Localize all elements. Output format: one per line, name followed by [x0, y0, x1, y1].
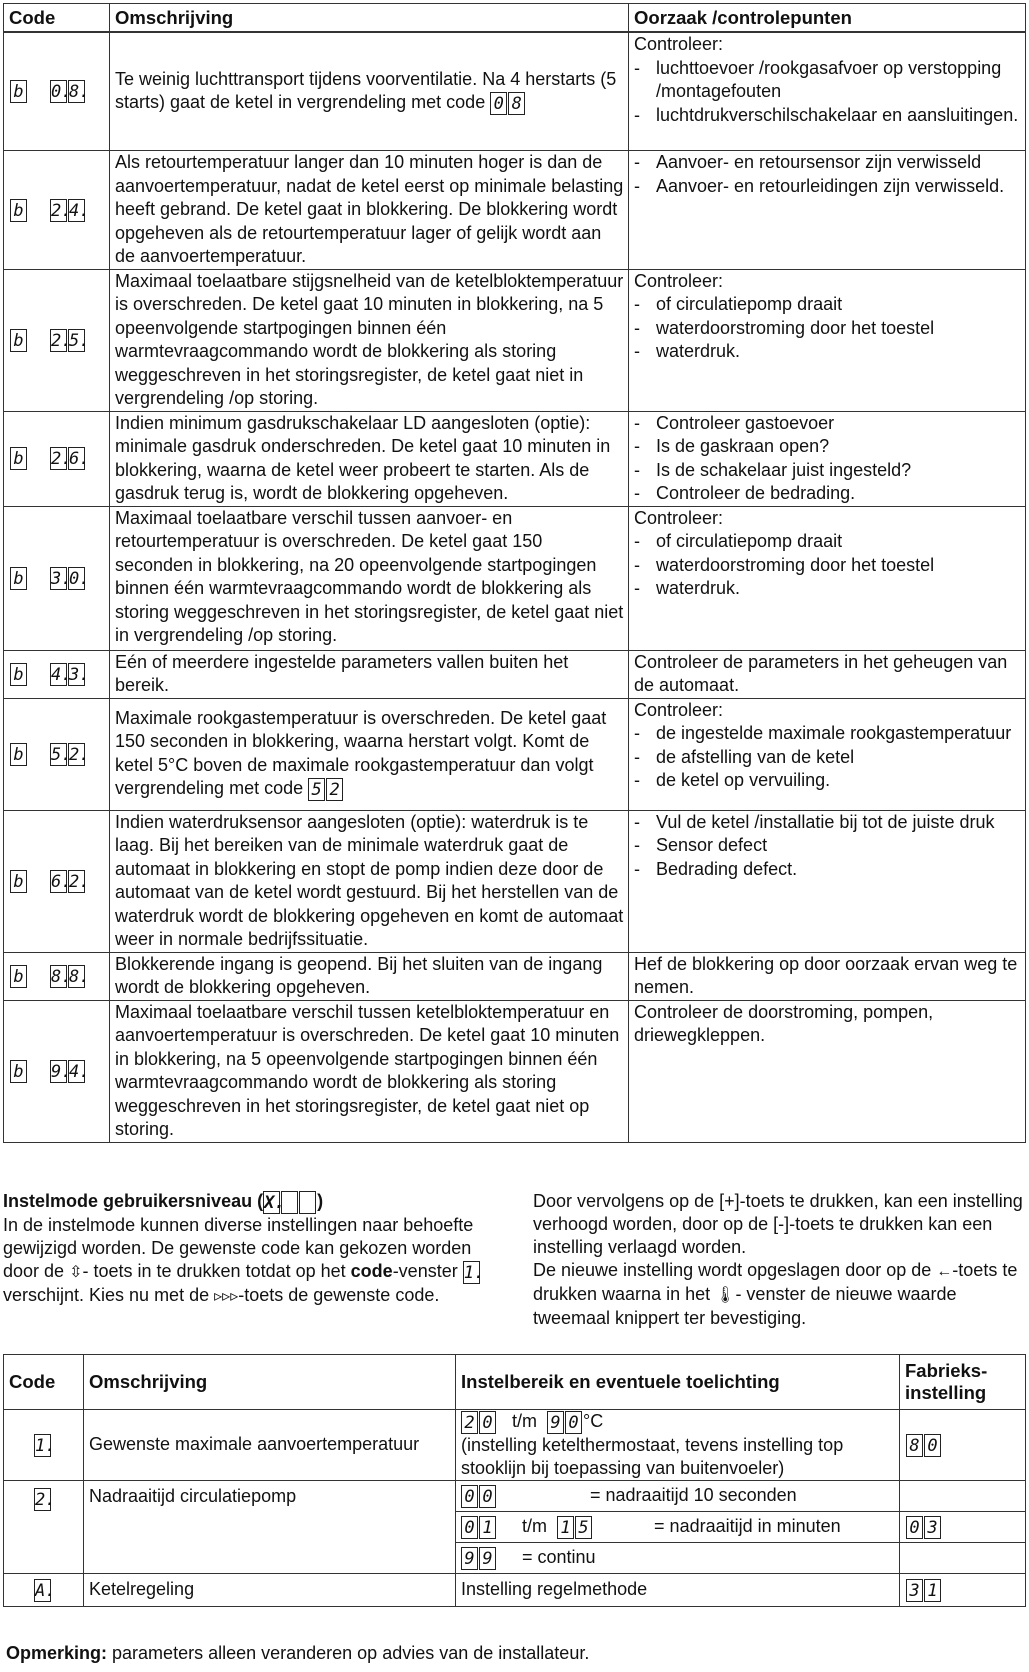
error-code-display: [4, 810, 110, 952]
settings-row-2b: 0 1 t/m 1 5 = nadraaitijd in minuten 0 3: [4, 1511, 1026, 1542]
error-row: [4, 810, 1026, 952]
footer-note: Opmerking: parameters alleen veranderen op advies van de installateur.: [6, 1643, 590, 1663]
error-description: Eén of meerdere ingestelde parameters vallen buiten het bereik.: [110, 650, 629, 698]
display-digit: 5.: [51, 744, 72, 765]
cause-list: [634, 151, 1021, 198]
settings-row-3: [4, 1573, 1026, 1606]
triple-arrow-icon: ▹▹▹: [214, 1287, 239, 1305]
settings-row-2c: 9 9 = continu: [4, 1542, 1026, 1573]
error-description: Maximaal toelaatbare verschil tussen ketelbloktemperatuur en aanvoertemperatuur is overschreden. De ketel gaat 10 minuten in blokkering, na 5 opeenvolgende startpogingen binnen één warmtevraagcommando wordt de blokkering als storing weggeschreven in het storingsregister, de ketel gaat niet op storing.: [110, 1000, 629, 1142]
error-code-display: [4, 269, 110, 411]
display-digit: 2.: [69, 871, 90, 892]
settings-table: [3, 1354, 1026, 1607]
display-digit: 0: [461, 1516, 478, 1539]
error-code-display: [4, 650, 110, 698]
settings-desc: Gewenste maximale aanvoertemperatuur: [84, 1410, 456, 1481]
cause-intro: Controleer de doorstroming, pompen, driewegkleppen.: [634, 1001, 934, 1045]
cause-item: - de ingestelde maximale rookgastemperatuur: [634, 722, 1021, 746]
settings-header-factory: Fabrieks-instelling: [900, 1355, 1026, 1410]
display-digit: 5: [575, 1516, 592, 1539]
error-cause: [629, 269, 1026, 411]
display-digit: 2: [326, 778, 343, 801]
display-digit: 9: [547, 1411, 564, 1434]
display-digit: 9: [461, 1547, 478, 1570]
display-digit: 1: [557, 1516, 574, 1539]
display-digit-empty: [299, 1191, 316, 1214]
cause-item: - waterdruk.: [634, 340, 1021, 364]
error-description: Als retourtemperatuur langer dan 10 minuten hoger is dan de aanvoertemperatuur, nadat de ketel eerst op minimale belasting heeft gebrand. De ketel gaat in blokkering. De blokkering wordt opgeheven als de retourtemperatuur lager of gelijk wordt aan de aanvoertemperatuur.: [110, 151, 629, 270]
error-code-display: [4, 1000, 110, 1142]
display-digit: 0.: [69, 568, 90, 589]
display-digit: 5.: [69, 330, 90, 351]
cause-intro: Controleer:: [634, 699, 724, 720]
display-digit: 2.: [35, 1489, 56, 1510]
error-description: Blokkerende ingang is geopend. Bij het sluiten van de ingang wordt de blokkering opgeheven.: [110, 952, 629, 1000]
error-cause: [629, 506, 1026, 650]
settings-header-description: Omschrijving: [84, 1355, 456, 1410]
display-digit: b: [10, 567, 27, 590]
cause-list: [634, 293, 1021, 364]
table-header-row: [4, 4, 1026, 32]
display-digit: 6.: [51, 871, 72, 892]
error-cause: [629, 33, 1026, 151]
cause-intro: Controleer de parameters in het geheugen van de automaat.: [634, 651, 1008, 695]
display-digit: 0: [490, 92, 507, 115]
cause-item: - Is de gaskraan open?: [634, 435, 1021, 459]
instelmode-paragraph: In de instelmode kunnen diverse instellingen naar behoefte gewijzigd worden. De gewenste code kan gekozen worden door de ⇳- toets in te drukken totdat op het code-venster 1. verschijnt. Kies nu met de ▹▹▹-toets de gewenste code.: [3, 1214, 485, 1305]
display-digit: 2.: [69, 744, 90, 765]
error-description: Indien minimum gasdrukschakelaar LD aangesloten (optie): minimale gasdruk onderschreden. De ketel gaat 10 minuten in blokkering, waarna de ketel weer probeert te starten. Als de gasdruk terug is, wordt de blokkering opgeheven.: [110, 411, 629, 506]
enter-arrow-icon: ←: [936, 1263, 953, 1280]
settings-row-2a: 2. Nadraaitijd circulatiepomp 0 0 = nadraaitijd 10 seconden: [4, 1480, 1026, 1511]
error-row: [4, 650, 1026, 698]
instelmode-plus-minus-paragraph: Door vervolgens op de [+]-toets te drukken, kan een instelling verhoogd worden, door op de [-]-toets te drukken kan een instelling verlaagd worden.: [533, 1191, 1023, 1257]
display-digit: b: [10, 965, 27, 988]
display-digit: 8.: [51, 966, 72, 987]
display-digit: b: [10, 870, 27, 893]
display-digit: 3: [924, 1516, 941, 1539]
header-description: Omschrijving: [110, 4, 629, 32]
display-digit: 0: [479, 1485, 496, 1508]
display-digit: b: [10, 743, 27, 766]
error-description: Indien waterdruksensor aangesloten (optie): waterdruk is te laag. Bij het bereiken van de minimale waterdruk gaat de automaat in blokkering en stopt de pomp indien deze door de automaat van de ketel wordt gestuurd. Bij het herstellen van de waterdruk wordt de blokkering opgeheven en komt de automaat weer in normale bedrijfssituatie.: [110, 810, 629, 952]
cause-list: [634, 811, 1021, 882]
cause-item: - Vul de ketel /installatie bij tot de juiste druk: [634, 811, 1021, 835]
cause-item: - waterdoorstroming door het toestel: [634, 554, 1021, 578]
instelmode-left-column: [3, 1190, 493, 1308]
cause-item: - Controleer gastoevoer: [634, 412, 1021, 436]
display-digit: 2.: [51, 200, 72, 221]
display-digit: 1.: [35, 1435, 56, 1456]
cause-intro: Hef de blokkering op door oorzaak ervan weg te nemen.: [634, 953, 1018, 997]
display-digit: 4.: [69, 200, 90, 221]
error-row: [4, 33, 1026, 151]
cause-item: - de afstelling van de ketel: [634, 746, 1021, 770]
cause-intro: Controleer:: [634, 507, 724, 528]
cause-item: - of circulatiepomp draait: [634, 530, 1021, 554]
display-digit: 2.: [51, 330, 72, 351]
error-code-display: [4, 411, 110, 506]
cause-item: - of circulatiepomp draait: [634, 293, 1021, 317]
settings-header-row: [4, 1355, 1026, 1410]
display-digit: b: [10, 663, 27, 686]
display-digit: A.: [35, 1580, 56, 1601]
display-digit: 0: [479, 1411, 496, 1434]
cause-item: - waterdoorstroming door het toestel: [634, 317, 1021, 341]
display-digit: b: [10, 199, 27, 222]
error-row: [4, 506, 1026, 650]
display-digit: 8: [508, 92, 525, 115]
display-digit: 9.: [51, 1061, 72, 1082]
error-cause: [629, 1000, 1026, 1142]
cause-item: - Sensor defect: [634, 834, 1021, 858]
display-digit: 0: [906, 1516, 923, 1539]
cause-item: - waterdruk.: [634, 577, 1021, 601]
instelmode-save-paragraph: De nieuwe instelling wordt opgeslagen door op de ←-toets te drukken waarna in het 🌡- venster de nieuwe waarde tweemaal knippert ter bevestiging.: [533, 1260, 1018, 1328]
error-row: [4, 1000, 1026, 1142]
cause-item: - luchttoevoer /rookgasafvoer op verstopping /montagefouten: [634, 57, 1021, 104]
display-digit: 9: [479, 1547, 496, 1570]
display-digit: 2: [461, 1411, 478, 1434]
display-digit: 2.: [51, 449, 72, 470]
error-description: Te weinig luchttransport tijdens voorventilatie. Na 4 herstarts (5 starts) gaat de ketel in vergrendeling met code 0 8: [110, 33, 629, 151]
cause-item: - Controleer de bedrading.: [634, 482, 1021, 506]
cause-list: [634, 57, 1021, 128]
error-description: Maximaal toelaatbare stijgsnelheid van de ketelbloktemperatuur is overschreden. De ketel gaat 10 minuten in blokkering, na 5 opeenvolgende startpogingen binnen één warmtevraagcommando wordt de blokkering als storing weggeschreven in het storingsregister, de ketel gaat niet in vergrendeling /op storing.: [110, 269, 629, 411]
display-digit: 6.: [69, 449, 90, 470]
settings-desc: Ketelregeling: [84, 1573, 456, 1606]
display-digit: 8: [906, 1434, 923, 1457]
thermometer-icon: 🌡: [715, 1287, 736, 1304]
settings-header-code: Code: [4, 1355, 84, 1410]
display-digit: 8.: [69, 966, 90, 987]
settings-desc: Nadraaitijd circulatiepomp: [84, 1480, 456, 1573]
cause-item: - Is de schakelaar juist ingesteld?: [634, 459, 1021, 483]
error-cause: [629, 411, 1026, 506]
display-digit: X.: [264, 1192, 285, 1213]
display-digit: 4.: [51, 664, 72, 685]
error-cause: [629, 650, 1026, 698]
instelmode-right-column: [533, 1190, 1025, 1330]
header-code: Code: [4, 4, 110, 32]
cause-item: - luchtdrukverschilschakelaar en aansluitingen.: [634, 104, 1021, 128]
error-row: [4, 952, 1026, 1000]
error-cause: [629, 698, 1026, 810]
display-digit: b: [10, 329, 27, 352]
error-code-table: [3, 3, 1026, 32]
display-digit: 8.: [69, 82, 90, 103]
error-cause: [629, 952, 1026, 1000]
display-digit: 1: [924, 1579, 941, 1602]
settings-header-range: Instelbereik en eventuele toelichting: [456, 1355, 900, 1410]
error-code-display: [4, 698, 110, 810]
display-digit: 4.: [69, 1061, 90, 1082]
error-description: Maximale rookgastemperatuur is overschreden. De ketel gaat 150 seconden in blokkering, waarna herstart volgt. Komt de ketel 5°C boven de maximale rookgastemperatuur dan volgt vergrendeling met code 5 2: [110, 698, 629, 810]
display-digit: 3.: [51, 568, 72, 589]
error-code-display: [4, 952, 110, 1000]
error-code-rows: [3, 32, 1026, 1143]
error-code-table-wrapper: [3, 3, 1025, 1143]
cause-intro: Controleer:: [634, 270, 724, 291]
error-description: Maximaal toelaatbare verschil tussen aanvoer- en retourtemperatuur is overschreden. De ketel gaat 150 seconden in blokkering, na 20 opeenvolgende startpogingen binnen één warmtevraagcommando wordt de blokkering als storing weggeschreven in het storingsregister, de ketel gaat niet in vergrendeling /op storing.: [110, 506, 629, 650]
display-digit: 1: [479, 1516, 496, 1539]
cause-intro: Controleer:: [634, 34, 724, 54]
cause-item: - Aanvoer- en retoursensor zijn verwisseld: [634, 151, 1021, 175]
display-digit: 1.: [463, 1262, 485, 1283]
error-row: [4, 698, 1026, 810]
error-row: [4, 411, 1026, 506]
display-digit: b: [10, 80, 27, 103]
display-digit: 5: [308, 778, 325, 801]
display-digit: 0: [924, 1434, 941, 1457]
error-code-display: [4, 151, 110, 270]
header-cause: Oorzaak /controlepunten: [629, 4, 1026, 32]
display-digit: 3: [906, 1579, 923, 1602]
error-row: [4, 151, 1026, 270]
settings-range: Instelling regelmethode: [456, 1573, 900, 1606]
cause-item: - Aanvoer- en retourleidingen zijn verwisseld.: [634, 175, 1021, 199]
error-code-display: [4, 506, 110, 650]
cause-item: - de ketel op vervuiling.: [634, 769, 1021, 793]
error-cause: [629, 151, 1026, 270]
display-digit: b: [10, 1060, 27, 1083]
instelmode-title: Instelmode gebruikersniveau (X. ): [3, 1191, 324, 1213]
cause-list: [634, 722, 1021, 793]
error-cause: [629, 810, 1026, 952]
display-digit: 0: [565, 1411, 582, 1434]
display-digit-empty: [281, 1191, 298, 1214]
settings-range: 2 0 t/m 9 0 °C (instelling ketelthermostaat, tevens instelling top stooklijn bij toepassing van buitenvoeler): [456, 1410, 900, 1481]
display-digit: 3.: [69, 664, 90, 685]
display-digit: b: [10, 447, 27, 470]
display-digit: 0.: [51, 82, 72, 103]
cause-item: - Bedrading defect.: [634, 858, 1021, 882]
error-row: [4, 269, 1026, 411]
cause-list: [634, 412, 1021, 506]
error-code-display: [4, 33, 110, 151]
display-digit: 0: [461, 1485, 478, 1508]
up-down-icon: ⇳: [69, 1263, 83, 1281]
settings-row-1: [4, 1410, 1026, 1481]
cause-list: [634, 530, 1021, 601]
